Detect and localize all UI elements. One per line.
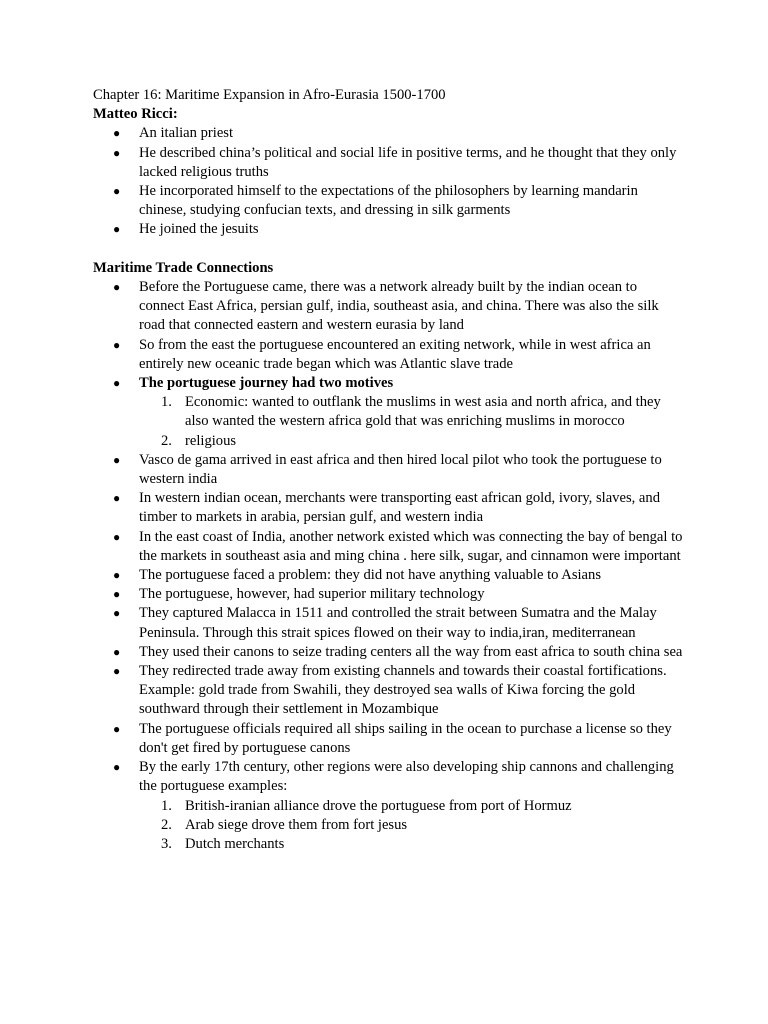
numbered-item: 3. Dutch merchants: [161, 835, 285, 852]
numbered-item: 2. Arab siege drove them from fort jesus: [161, 816, 408, 833]
document-title: Chapter 16: Maritime Expansion in Afro-Eurasia 1500-1700: [93, 87, 446, 103]
bullet-icon: ●: [113, 126, 121, 141]
list-item: ● Before the Portuguese came, there was a network already built by the indian ocean to connect East Africa, persian gulf, india, southeast asia, and china. There was also the silk road that connected eastern and western eurasia by land: [113, 279, 659, 334]
list-item: ● He incorporated himself to the expectations of the philosophers by learning mandarin chinese, studying confucian texts, and dressing in silk garments: [113, 183, 638, 219]
numbered-item: 2. religious: [161, 432, 237, 449]
bullet-icon: ●: [113, 337, 121, 352]
motives-heading: The portuguese journey had two motives: [139, 375, 394, 392]
list-item: ● In western indian ocean, merchants were transporting east african gold, ivory, slaves, and timber to markets in arabia, persian gulf, and western india: [113, 490, 660, 526]
matteo-ricci-list: [93, 124, 683, 239]
document-page: [93, 86, 683, 854]
numbered-item: 1. Economic: wanted to outflank the muslims in west asia and north africa, and they also wanted the western africa gold that was enriching muslims in morocco: [161, 394, 661, 430]
list-item: ● He joined the jesuits: [93, 220, 683, 239]
list-item: ● They used their canons to seize trading centers all the way from east africa to south china sea: [93, 643, 683, 662]
list-item: ● Vasco de gama arrived in east africa and then hired local pilot who took the portuguese to western india: [113, 451, 662, 488]
bullet-icon: ●: [113, 529, 121, 544]
list-item: ● They captured Malacca in 1511 and controlled the strait between Sumatra and the Malay Peninsula. Through this strait spices flowed on their way to india,iran, mediterranean: [113, 605, 657, 641]
bullet-icon: ●: [113, 664, 121, 679]
bullet-icon: ●: [113, 587, 121, 602]
spacer: [93, 240, 683, 259]
list-item: ● The portuguese, however, had superior military technology: [93, 585, 683, 604]
list-item: [93, 374, 683, 451]
bullet-icon: ●: [113, 184, 121, 199]
bullet-icon: ●: [113, 145, 121, 160]
list-item: ● They redirected trade away from existing channels and towards their coastal fortifications. Example: gold trade from Swahili, they destroyed sea walls of Kiwa forcing the gold southward through their settlement in Mozambique: [113, 663, 667, 718]
bullet-icon: ●: [113, 568, 121, 583]
bullet-icon: ●: [113, 606, 121, 621]
bullet-icon: ●: [113, 280, 121, 295]
list-item: ● The portuguese faced a problem: they did not have anything valuable to Asians: [93, 566, 683, 585]
bullet-icon: ●: [113, 376, 121, 391]
numbered-item: 1. British-iranian alliance drove the portuguese from port of Hormuz: [161, 797, 572, 814]
list-item: ● The portuguese officials required all ships sailing in the ocean to purchase a license so they don't get fired by portuguese canons: [113, 720, 672, 756]
list-item: ● In the east coast of India, another network existed which was connecting the bay of bengal to the markets in southeast asia and ming china . here silk, sugar, and cinnamon were important: [113, 528, 683, 564]
list-item: ● An italian priest: [93, 124, 683, 143]
section-heading-matteo-ricci: Matteo Ricci:: [93, 106, 178, 123]
examples-list: [139, 797, 683, 855]
list-item: ● So from the east the portuguese encountered an exiting network, while in west africa an entirely new oceanic trade began which was Atlantic slave trade: [113, 336, 651, 372]
list-item: ● By the early 17th century, other regions were also developing ship cannons and challenging the portuguese examples: 1. British-iranian alliance drove the portuguese from port of Hormuz 2. Arab siege drove them from fort jesus 3. Dutch merchants: [93, 758, 683, 854]
motives-list: [139, 393, 683, 451]
bullet-icon: ●: [113, 222, 121, 237]
bullet-icon: ●: [113, 452, 121, 467]
bullet-icon: ●: [113, 491, 121, 506]
bullet-icon: ●: [113, 721, 121, 736]
bullet-icon: ●: [113, 644, 121, 659]
maritime-trade-list: [93, 278, 683, 854]
section-heading-maritime-trade: Maritime Trade Connections: [93, 259, 274, 276]
bullet-icon: ●: [113, 760, 121, 775]
list-item: ● He described china’s political and social life in positive terms, and he thought that they only lacked religious truths: [113, 144, 677, 180]
